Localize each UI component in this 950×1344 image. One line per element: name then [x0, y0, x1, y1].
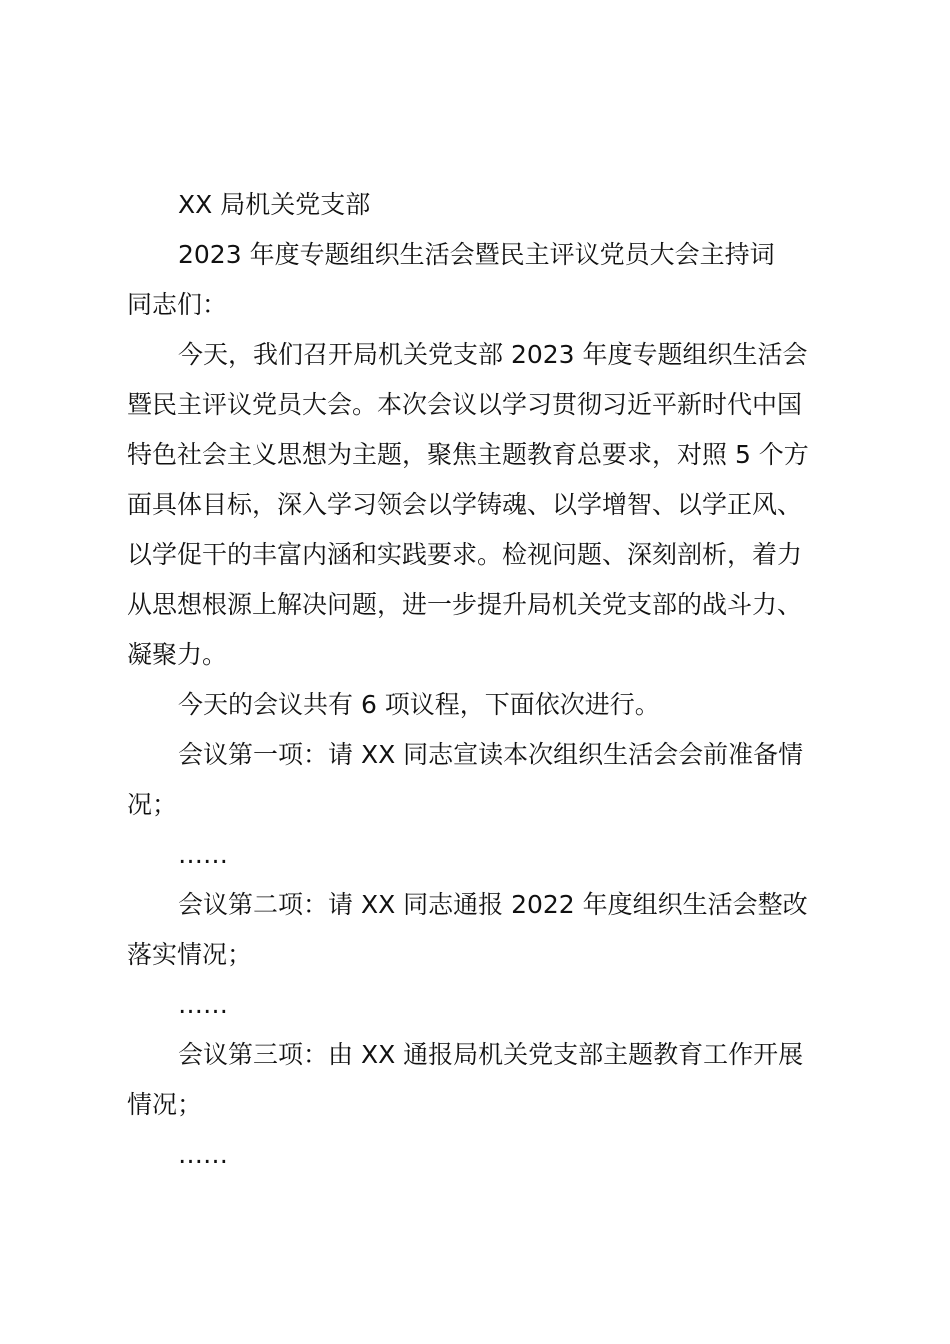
paragraph-line: 暨民主评议党员大会。本次会议以学习贯彻习近平新时代中国 — [127, 390, 803, 419]
document-title: 2023 年度专题组织生活会暨民主评议党员大会主持词 — [178, 240, 775, 269]
paragraph-line: 面具体目标，深入学习领会以学铸魂、以学增智、以学正风、 — [127, 490, 803, 519]
paragraph-line: 会议第三项：由 XX 通报局机关党支部主题教育工作开展 — [178, 1040, 804, 1069]
org-line: XX 局机关党支部 — [178, 190, 371, 219]
paragraph-line: 落实情况； — [127, 940, 253, 969]
paragraph-opening — [127, 330, 835, 680]
paragraph-agenda-intro: 今天的会议共有 6 项议程，下面依次进行。 — [178, 690, 660, 719]
paragraph-line: 会议第一项：请 XX 同志宣读本次组织生活会会前准备情 — [178, 740, 804, 769]
agenda-item-2 — [127, 880, 835, 980]
paragraph-line: 凝聚力。 — [127, 640, 228, 669]
ellipsis-line: …… — [178, 990, 228, 1019]
paragraph-line: 从思想根源上解决问题，进一步提升局机关党支部的战斗力、 — [127, 590, 803, 619]
ellipsis-line: …… — [178, 1140, 228, 1169]
paragraph-line: 会议第二项：请 XX 同志通报 2022 年度组织生活会整改 — [178, 890, 808, 919]
paragraph-line: 以学促干的丰富内涵和实践要求。检视问题、深刻剖析，着力 — [127, 540, 803, 569]
paragraph-line: 情况； — [127, 1090, 203, 1119]
paragraph-line: 况； — [127, 790, 178, 819]
agenda-item-3 — [127, 1030, 835, 1130]
salutation: 同志们： — [127, 290, 228, 319]
paragraph-line: 特色社会主义思想为主题，聚焦主题教育总要求，对照 5 个方 — [127, 440, 809, 469]
document-body — [127, 180, 835, 1180]
ellipsis-line: …… — [178, 840, 228, 869]
paragraph-line: 今天，我们召开局机关党支部 2023 年度专题组织生活会 — [178, 340, 808, 369]
agenda-item-1 — [127, 730, 835, 830]
